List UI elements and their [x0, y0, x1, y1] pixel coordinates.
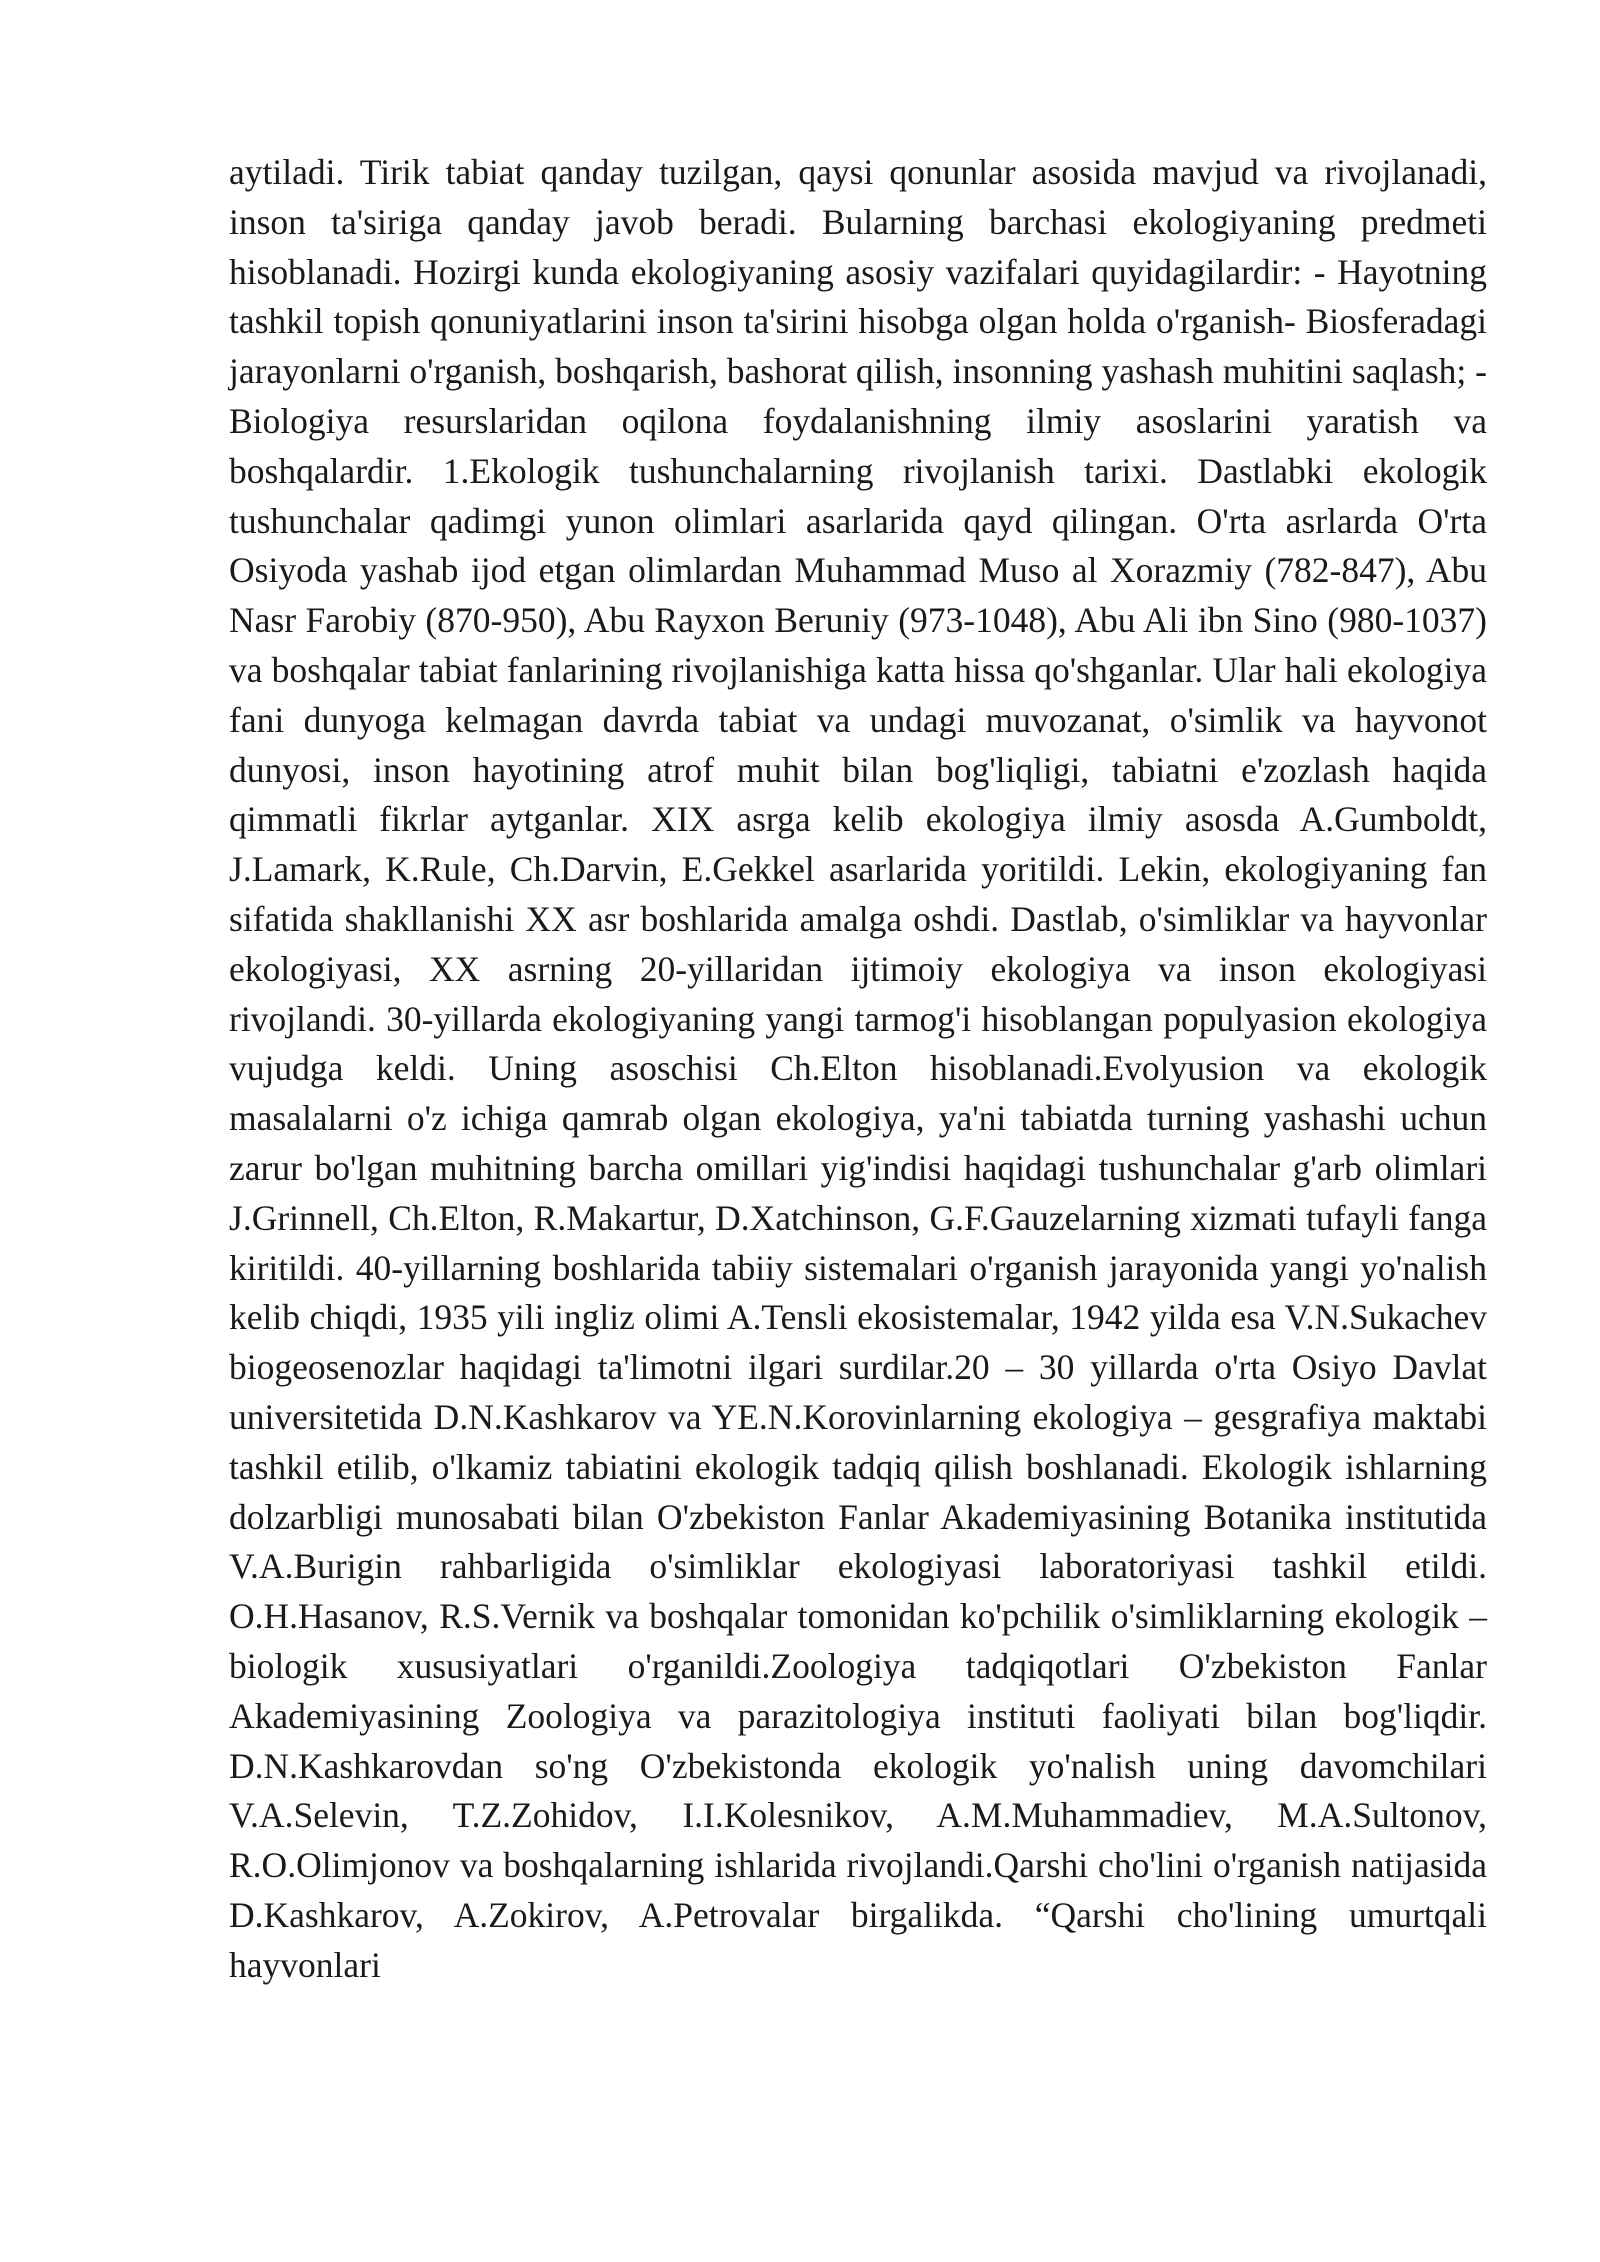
- body-paragraph: aytiladi. Tirik tabiat qanday tuzilgan, qaysi qonunlar asosida mavjud va rivojlanadi, inson ta'siriga qanday javob beradi. Bularning barchasi ekologiyaning predmeti hisoblanadi. Hozirgi kunda ekologiyaning asosiy vazifalari quyidagilardir: - Hayotning tashkil topish qonuniyatlarini inson ta'sirini hisobga olgan holda o'rganish- Biosferadagi jarayonlarni o'rganish, boshqarish, bashorat qilish, insonning yashash muhitini saqlash; - Biologiya resurslaridan oqilona foydalanishning ilmiy asoslarini yaratish va boshqalardir. 1.Ekologik tushunchalarning rivojlanish tarixi. Dastlabki ekologik tushunchalar qadimgi yunon olimlari asarlarida qayd qilingan. O'rta asrlarda O'rta Osiyoda yashab ijod etgan olimlardan Muhammad Muso al Xorazmiy (782-847), Abu Nasr Farobiy (870-950), Abu Rayxon Beruniy (973-1048), Abu Ali ibn Sino (980-1037) va boshqalar tabiat fanlarining rivojlanishiga katta hissa qo'shganlar. Ular hali ekologiya fani dunyoga kelmagan davrda tabiat va undagi muvozanat, o'simlik va hayvonot dunyosi, inson hayotining atrof muhit bilan bog'liqligi, tabiatni e'zozlash haqida qimmatli fikrlar aytganlar. XIX asrga kelib ekologiya ilmiy asosda A.Gumboldt, J.Lamark, K.Rule, Ch.Darvin, E.Gekkel asarlarida yoritildi. Lekin, ekologiyaning fan sifatida shakllanishi XX asr boshlarida amalga oshdi. Dastlab, o'simliklar va hayvonlar ekologiyasi, XX asrning 20-yillaridan ijtimoiy ekologiya va inson ekologiyasi rivojlandi. 30-yillarda ekologiyaning yangi tarmog'i hisoblangan populyasion ekologiya vujudga keldi. Uning asoschisi Ch.Elton hisoblanadi.Evolyusion va ekologik masalalarni o'z ichiga qamrab olgan ekologiya, ya'ni tabiatda turning yashashi uchun zarur bo'lgan muhitning barcha omillari yig'indisi haqidagi tushunchalar g'arb olimlari J.Grinnell, Ch.Elton, R.Makartur, D.Xatchinson, G.F.Gauzelarning xizmati tufayli fanga kiritildi. 40-yillarning boshlarida tabiiy sistemalari o'rganish jarayonida yangi yo'nalish kelib chiqdi, 1935 yili ingliz olimi A.Tensli ekosistemalar, 1942 yilda esa V.N.Sukachev biogeosenozlar haqidagi ta'limotni ilgari surdilar.20 – 30 yillarda o'rta Osiyo Davlat universitetida D.N.Kashkarov va YE.N.Korovinlarning ekologiya – gesgrafiya maktabi tashkil etilib, o'lkamiz tabiatini ekologik tadqiq qilish boshlanadi. Ekologik ishlarning dolzarbligi munosabati bilan O'zbekiston Fanlar Akademiyasining Botanika institutida V.A.Burigin rahbarligida o'simliklar ekologiyasi laboratoriyasi tashkil etildi. O.H.Hasanov, R.S.Vernik va boshqalar tomonidan ko'pchilik o'simliklarning ekologik – biologik xususiyatlari o'rganildi.Zoologiya tadqiqotlari O'zbekiston Fanlar Akademiyasining Zoologiya va parazitologiya instituti faoliyati bilan bog'liqdir. D.N.Kashkarovdan so'ng O'zbekistonda ekologik yo'nalish uning davomchilari V.A.Selevin, T.Z.Zohidov, I.I.Kolesnikov, A.M.Muhammadiev, M.A.Sultonov, R.O.Olimjonov va boshqalarning ishlarida rivojlandi.Qarshi cho'lini o'rganish natijasida D.Kashkarov, A.Zokirov, A.Petrovalar birgalikda. “Qarshi cho'lining umurtqali hayvonlari: [229, 152, 1487, 1985]
